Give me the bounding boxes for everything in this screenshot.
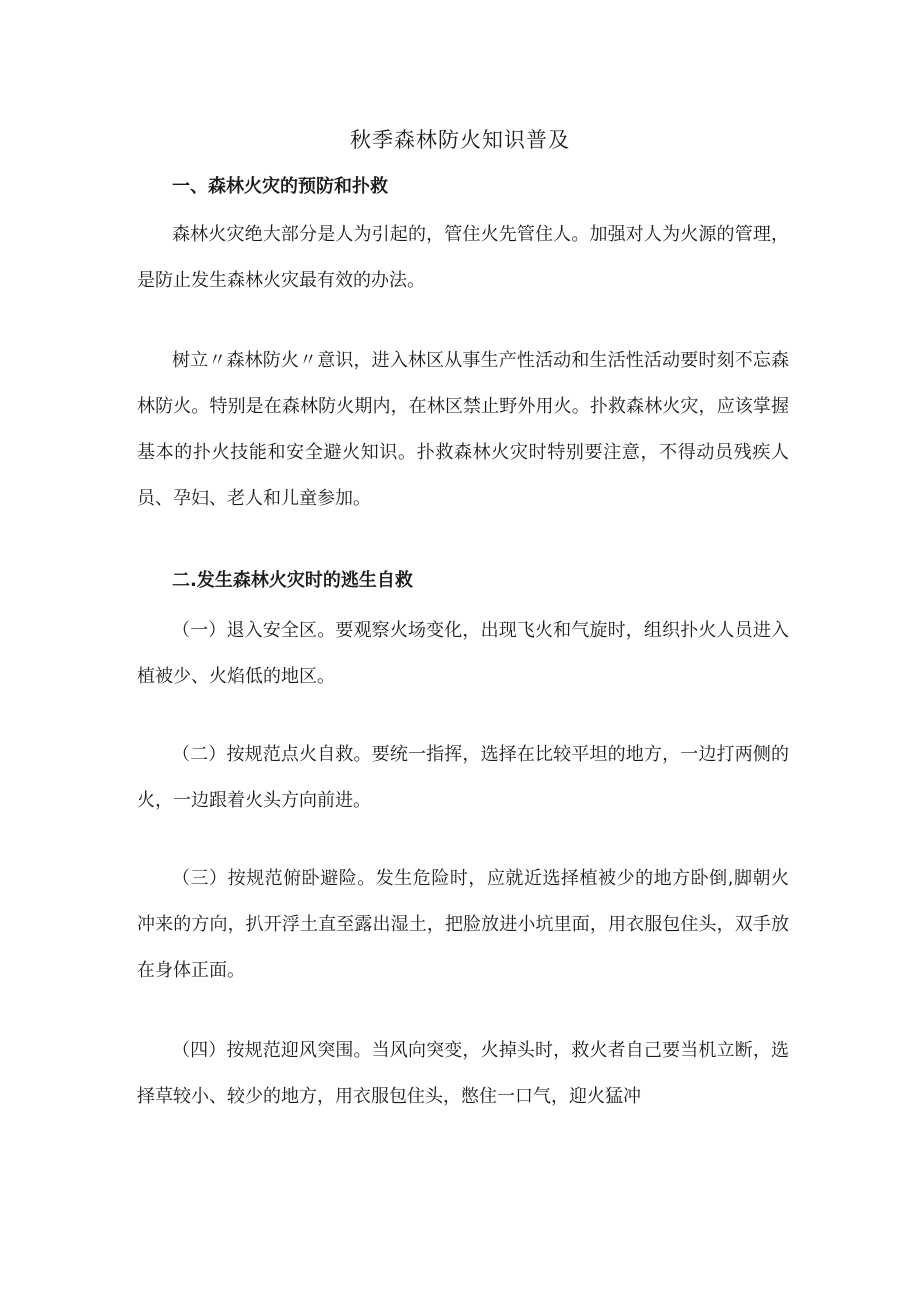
paragraph: 森林火灾绝大部分是人为引起的，管住火先管住人。加强对人为火源的管理，是防止发生森林火灾最有效的办法。	[137, 224, 789, 291]
paragraph: （二）按规范点火自救。要统一指挥，选择在比较平坦的地方，一边打两侧的火，一边跟着火头方向前进。	[137, 744, 789, 811]
paragraph: 树立〃森林防火〃意识，进入林区从事生产性活动和生活性活动要时刻不忘森林防火。特别是在森林防火期内，在林区禁止野外用火。扑救森林火灾，应该掌握基本的扑火技能和安全避火知识。扑救森林火灾时特别要注意，不得动员残疾人员、孕妇、老人和儿童参加。	[137, 350, 789, 509]
paragraph: （三）按规范俯卧避险。发生危险时，应就近选择植被少的地方卧倒,脚朝火冲来的方向，扒开浮土直至露出湿土，把脸放进小坑里面，用衣服包住头，双手放在身体正面。	[137, 868, 789, 981]
section-heading-escape: 二.发生森林火灾时的逃生自救	[172, 570, 413, 591]
document-title: 秋季森林防火知识普及	[350, 128, 570, 152]
paragraph: （四）按规范迎风突围。当风向突变，火掉头时，救火者自己要当机立断，选择草较小、较少的地方，用衣服包住头，憋住一口气，迎火猛冲	[137, 1040, 789, 1107]
paragraph: （一）退入安全区。要观察火场变化，出现飞火和气旋时，组织扑火人员进入植被少、火焰低的地区。	[137, 620, 789, 687]
section-heading-prevention: 一、森林火灾的预防和扑救	[172, 176, 388, 197]
